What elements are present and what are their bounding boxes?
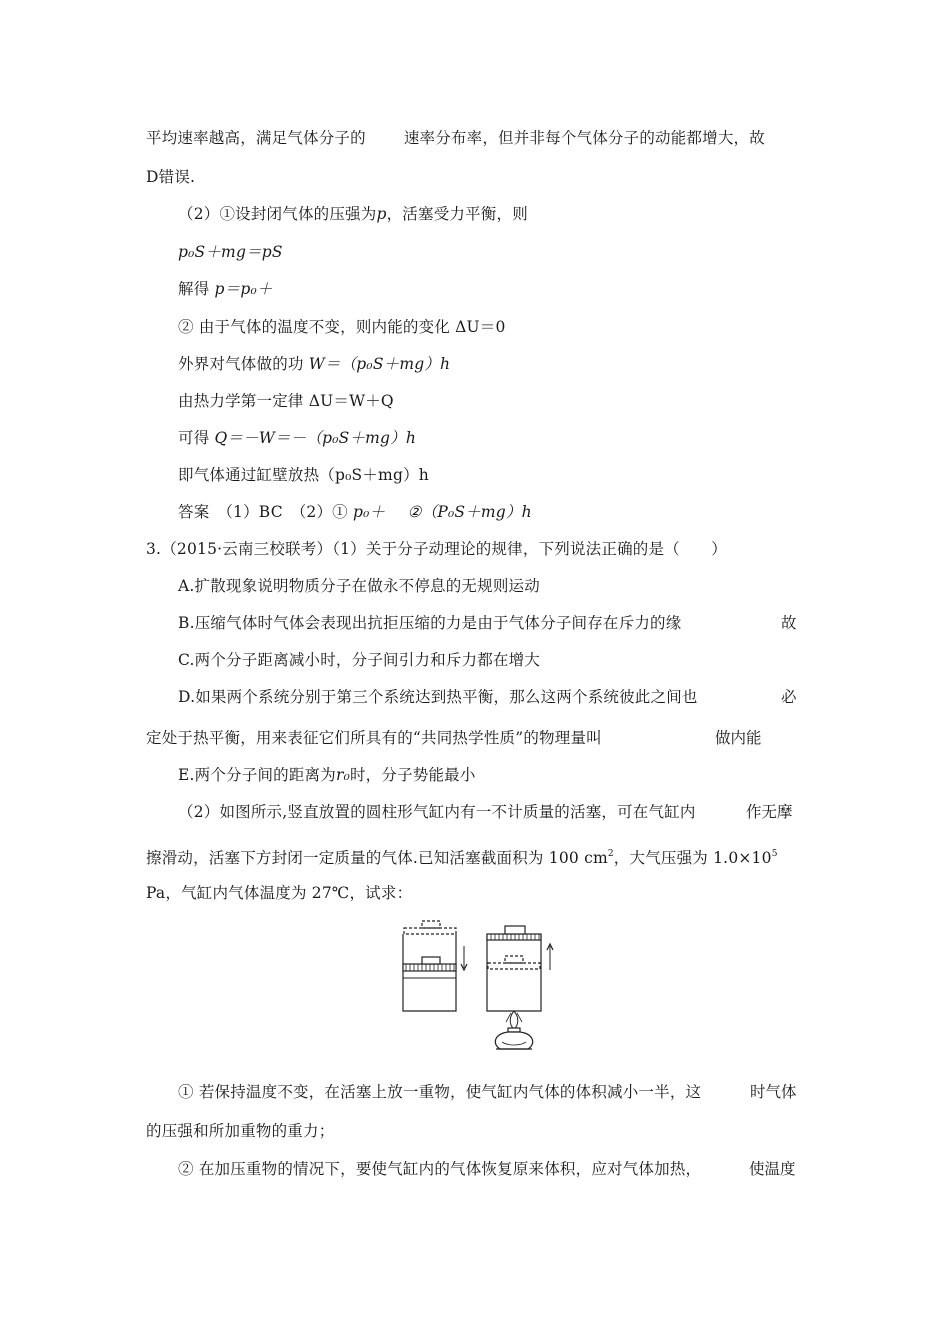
text-line: ① 若保持温度不变，在活塞上放一重物，使气缸内气体的体积减小一半，这 xyxy=(178,1083,702,1101)
answer-line xyxy=(178,501,532,523)
equation: ②（P₀S＋mg）h xyxy=(407,503,532,521)
text-line: 即气体通过缸壁放热（p₀S＋mg）h xyxy=(178,466,429,484)
text-span: ，活塞受力平衡，则 xyxy=(386,205,528,223)
text-line xyxy=(178,427,416,449)
burner-lamp xyxy=(495,1032,532,1049)
text-span: （2）①设封闭气体的压强为 xyxy=(178,205,377,223)
equation: p₀S＋mg＝pS xyxy=(178,243,283,261)
text-span: 解得 xyxy=(178,280,210,298)
text-line: D错误. xyxy=(146,168,196,186)
text-span: ，大气压强为 1.0×10 xyxy=(613,849,772,867)
text-line xyxy=(146,127,765,149)
text-line: ② 在加压重物的情况下，要使气缸内的气体恢复原来体积，应对气体加热， xyxy=(178,1160,702,1178)
text-span: 使温度 xyxy=(749,1160,796,1178)
equation: p₀＋ xyxy=(353,503,386,521)
left-dashed-piston xyxy=(404,928,456,934)
superscript: 2 xyxy=(607,849,614,859)
right-weight xyxy=(505,926,525,934)
equation: W＝（p₀S＋mg）h xyxy=(308,355,451,373)
option-c: C.两个分子距离减小时，分子间引力和斥力都在增大 xyxy=(178,651,541,669)
text-span: E.两个分子间的距离为 xyxy=(178,766,336,784)
text-span: 时，分子势能最小 xyxy=(349,766,476,784)
question-title: 3.（2015·云南三校联考）（1）关于分子动理论的规律，下列说法正确的是（ ） xyxy=(146,540,727,558)
text-span: 故 xyxy=(781,614,797,632)
text-line xyxy=(146,843,778,869)
option-b: B.压缩气体时气体会表现出抗拒压缩的力是由于气体分子间存在斥力的缘 xyxy=(178,614,682,632)
option-e xyxy=(178,764,476,786)
right-cylinder-wall xyxy=(487,934,541,1011)
text-line: （2）如图所示,竖直放置的圆柱形气缸内有一不计质量的活塞，可在气缸内 xyxy=(178,803,696,821)
text-line: 定处于热平衡，用来表征它们所具有的“共同热学性质”的物理量叫 xyxy=(146,729,602,747)
text-span: 速率分布率，但并非每个气体分子的动能都增大，故 xyxy=(403,129,765,147)
flame-icon xyxy=(510,1011,518,1029)
equation-line xyxy=(178,241,283,263)
text-line xyxy=(178,353,450,375)
text-line: Pa，气缸内气体温度为 27℃，试求： xyxy=(146,884,413,902)
cylinder-diagram xyxy=(398,918,554,1052)
text-span: 可得 xyxy=(178,429,210,447)
equation: p＝p₀＋ xyxy=(214,280,273,298)
text-line: ② 由于气体的温度不变，则内能的变化 ΔU＝0 xyxy=(178,318,506,336)
variable-r0: r₀ xyxy=(335,766,350,784)
superscript: 5 xyxy=(771,849,778,859)
text-line: 由热力学第一定律 ΔU＝W＋Q xyxy=(178,392,394,410)
text-line xyxy=(178,278,273,300)
text-span: 外界对气体做的功 xyxy=(178,355,304,373)
right-dashed-weight xyxy=(505,956,523,963)
text-span: 必 xyxy=(781,688,797,706)
text-span: 平均速率越高，满足气体分子的 xyxy=(146,129,366,147)
text-line: 的压强和所加重物的重力； xyxy=(146,1122,335,1140)
left-cylinder-wall xyxy=(403,934,456,1011)
equation: Q＝－W＝－（p₀S＋mg）h xyxy=(214,429,417,447)
text-span: 作无摩 xyxy=(746,803,793,821)
option-a: A.扩散现象说明物质分子在做永不停息的无规则运动 xyxy=(178,577,540,595)
right-dashed-piston xyxy=(488,963,540,969)
text-span: 做内能 xyxy=(715,729,762,747)
text-line xyxy=(178,203,528,225)
text-span: 答案 （1）BC （2）① xyxy=(178,503,348,521)
text-span: 擦滑动，活塞下方封闭一定质量的气体.已知活塞截面积为 100 cm xyxy=(146,849,608,867)
text-span: 时气体 xyxy=(750,1083,797,1101)
left-piston xyxy=(403,964,456,971)
left-weight xyxy=(422,957,440,964)
variable-p: p xyxy=(376,205,387,223)
left-dashed-weight xyxy=(422,921,440,928)
option-d: D.如果两个系统分别于第三个系统达到热平衡，那么这两个系统彼此之间也 xyxy=(178,688,698,706)
